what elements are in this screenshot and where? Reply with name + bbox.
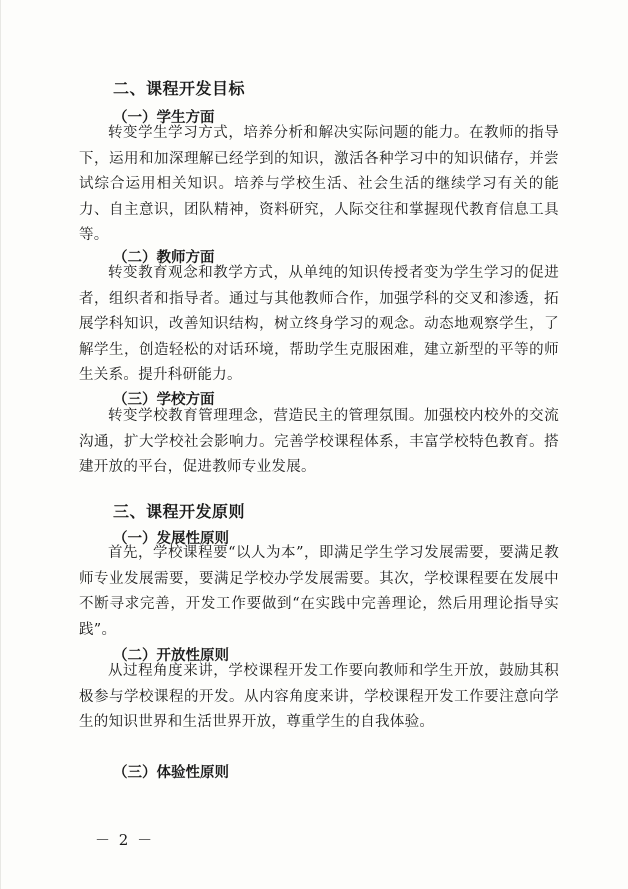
paragraph-students: 转变学生学习方式，培养分析和解决实际问题的能力。在教师的指导下，运用和加深理解已经学到的知识，激活各种学习中的知识储存，并尝试综合运用相关知识。培养与学校生活、社会生活的继续学习有关的能力、自主意识，团队精神，资料研究，人际交往和掌握现代教育信息工具等。: [79, 125, 559, 243]
page-number: － 2 －: [95, 831, 155, 849]
section-heading-goals: 二、课程开发目标: [113, 79, 246, 98]
subsection-heading-teachers: （二）教师方面: [113, 250, 215, 266]
paragraph-school: 转变学校教育管理理念，营造民主的管理氛围。加强校内校外的交流沟通，扩大学校社会影响力。完善学校课程体系，丰富学校特色教育。搭建开放的平台，促进教师专业发展。: [79, 408, 559, 475]
subsection-heading-students: （一）学生方面: [113, 110, 215, 126]
subsection-heading-school: （三）学校方面: [113, 392, 215, 408]
subsection-heading-experience: （三）体验性原则: [113, 765, 229, 781]
subsection-heading-development: （一）发展性原则: [113, 531, 229, 547]
subsection-heading-openness: （二）开放性原则: [113, 648, 229, 664]
paragraph-openness: 从过程角度来讲，学校课程开发工作要向教师和学生开放，鼓励其积极参与学校课程的开发。从内容角度来讲，学校课程开发工作要注意向学生的知识世界和生活世界开放，尊重学生的自我体验。: [79, 663, 559, 730]
paragraph-development: 首先，学校课程要“以人为本”，即满足学生学习发展需要，要满足教师专业发展需要，要满足学校办学发展需要。其次，学校课程要在发展中不断寻求完善，开发工作要做到“在实践中完善理论，然后用理论指导实践”。: [79, 545, 559, 638]
section-heading-principles: 三、课程开发原则: [113, 502, 246, 521]
paragraph-teachers: 转变教育观念和教学方式，从单纯的知识传授者变为学生学习的促进者，组织者和指导者。通过与其他教师合作，加强学科的交叉和渗透，拓展学科知识，改善知识结构，树立终身学习的观念。动态地观察学生，了解学生，创造轻松的对话环境，帮助学生克服困难，建立新型的平等的师生关系。提升科研能力。: [79, 265, 559, 383]
